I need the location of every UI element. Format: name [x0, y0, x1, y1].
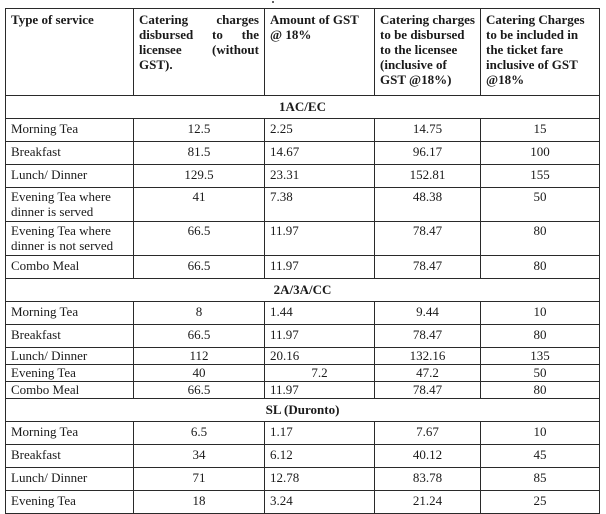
charge-inclusive-gst: 78.47	[375, 382, 481, 399]
catering-charges-table	[5, 8, 600, 514]
ticket-fare-charge: 155	[481, 165, 600, 188]
service-name: Evening Tea	[6, 365, 134, 382]
ticket-fare-charge: 135	[481, 348, 600, 365]
ticket-fare-charge: 80	[481, 382, 600, 399]
charge-inclusive-gst: 48.38	[375, 188, 481, 222]
charge-without-gst: 112	[134, 348, 265, 365]
gst-amount: 11.97	[265, 325, 375, 348]
service-name: Breakfast	[6, 142, 134, 165]
service-name: Evening Tea where dinner is served	[6, 188, 134, 222]
section-title: SL (Duronto)	[6, 399, 600, 422]
service-name: Evening Tea	[6, 491, 134, 514]
charge-inclusive-gst: 14.75	[375, 119, 481, 142]
ticket-fare-charge: 10	[481, 422, 600, 445]
charge-inclusive-gst: 47.2	[375, 365, 481, 382]
charge-without-gst: 81.5	[134, 142, 265, 165]
service-name: Breakfast	[6, 445, 134, 468]
ticket-fare-charge: 80	[481, 325, 600, 348]
table-row	[6, 491, 600, 514]
service-name: Morning Tea	[6, 422, 134, 445]
table-row	[6, 422, 600, 445]
ticket-fare-charge: 50	[481, 365, 600, 382]
charge-inclusive-gst: 78.47	[375, 325, 481, 348]
charge-without-gst: 66.5	[134, 256, 265, 279]
gst-amount: 2.25	[265, 119, 375, 142]
service-name: Evening Tea where dinner is not served	[6, 222, 134, 256]
charge-inclusive-gst: 96.17	[375, 142, 481, 165]
section-header-1ac-ec	[6, 96, 600, 119]
charge-without-gst: 34	[134, 445, 265, 468]
scan-speck	[272, 1, 274, 3]
charge-inclusive-gst: 21.24	[375, 491, 481, 514]
ticket-fare-charge: 85	[481, 468, 600, 491]
gst-amount: 11.97	[265, 222, 375, 256]
charge-inclusive-gst: 7.67	[375, 422, 481, 445]
header-charges-without-gst: Catering charges disbursed to the licensee (without GST).	[134, 9, 265, 96]
table-row	[6, 119, 600, 142]
gst-amount: 3.24	[265, 491, 375, 514]
table-row	[6, 222, 600, 256]
gst-amount: 1.44	[265, 302, 375, 325]
charge-without-gst: 66.5	[134, 222, 265, 256]
table-row	[6, 142, 600, 165]
charge-without-gst: 40	[134, 365, 265, 382]
header-gst-amount: Amount of GST @ 18%	[265, 9, 375, 96]
ticket-fare-charge: 100	[481, 142, 600, 165]
charge-without-gst: 8	[134, 302, 265, 325]
section-header-2a-3a-cc	[6, 279, 600, 302]
charge-without-gst: 41	[134, 188, 265, 222]
header-row	[6, 9, 600, 96]
gst-amount: 11.97	[265, 256, 375, 279]
charge-inclusive-gst: 78.47	[375, 222, 481, 256]
charge-inclusive-gst: 9.44	[375, 302, 481, 325]
ticket-fare-charge: 45	[481, 445, 600, 468]
gst-amount: 6.12	[265, 445, 375, 468]
ticket-fare-charge: 10	[481, 302, 600, 325]
charge-without-gst: 6.5	[134, 422, 265, 445]
ticket-fare-charge: 15	[481, 119, 600, 142]
gst-amount: 23.31	[265, 165, 375, 188]
gst-amount: 7.2	[265, 365, 375, 382]
gst-amount: 1.17	[265, 422, 375, 445]
service-name: Morning Tea	[6, 119, 134, 142]
ticket-fare-charge: 50	[481, 188, 600, 222]
service-name: Morning Tea	[6, 302, 134, 325]
table-row	[6, 348, 600, 365]
charge-without-gst: 66.5	[134, 325, 265, 348]
gst-amount: 20.16	[265, 348, 375, 365]
table-row	[6, 165, 600, 188]
service-name: Lunch/ Dinner	[6, 468, 134, 491]
gst-amount: 14.67	[265, 142, 375, 165]
charge-inclusive-gst: 83.78	[375, 468, 481, 491]
table-row	[6, 468, 600, 491]
service-name: Breakfast	[6, 325, 134, 348]
charge-inclusive-gst: 152.81	[375, 165, 481, 188]
header-ticket-fare-charges: Catering Charges to be included in the ticket fare inclusive of GST @18%	[481, 9, 600, 96]
table-row	[6, 382, 600, 399]
header-type-of-service: Type of service	[6, 9, 134, 96]
table-row	[6, 445, 600, 468]
charge-without-gst: 66.5	[134, 382, 265, 399]
gst-amount: 12.78	[265, 468, 375, 491]
gst-amount: 7.38	[265, 188, 375, 222]
charge-inclusive-gst: 78.47	[375, 256, 481, 279]
gst-amount: 11.97	[265, 382, 375, 399]
charge-inclusive-gst: 40.12	[375, 445, 481, 468]
charge-without-gst: 129.5	[134, 165, 265, 188]
table-row	[6, 325, 600, 348]
service-name: Lunch/ Dinner	[6, 348, 134, 365]
header-charges-inclusive-gst: Catering charges to be disbursed to the licensee (inclusive of GST @18%)	[375, 9, 481, 96]
charge-without-gst: 18	[134, 491, 265, 514]
section-title: 2A/3A/CC	[6, 279, 600, 302]
section-header-sl-duronto	[6, 399, 600, 422]
charge-without-gst: 12.5	[134, 119, 265, 142]
service-name: Combo Meal	[6, 256, 134, 279]
service-name: Lunch/ Dinner	[6, 165, 134, 188]
table-row	[6, 365, 600, 382]
ticket-fare-charge: 80	[481, 256, 600, 279]
service-name: Combo Meal	[6, 382, 134, 399]
table-row	[6, 256, 600, 279]
ticket-fare-charge: 25	[481, 491, 600, 514]
charge-inclusive-gst: 132.16	[375, 348, 481, 365]
ticket-fare-charge: 80	[481, 222, 600, 256]
charge-without-gst: 71	[134, 468, 265, 491]
table-row	[6, 188, 600, 222]
table-row	[6, 302, 600, 325]
section-title: 1AC/EC	[6, 96, 600, 119]
